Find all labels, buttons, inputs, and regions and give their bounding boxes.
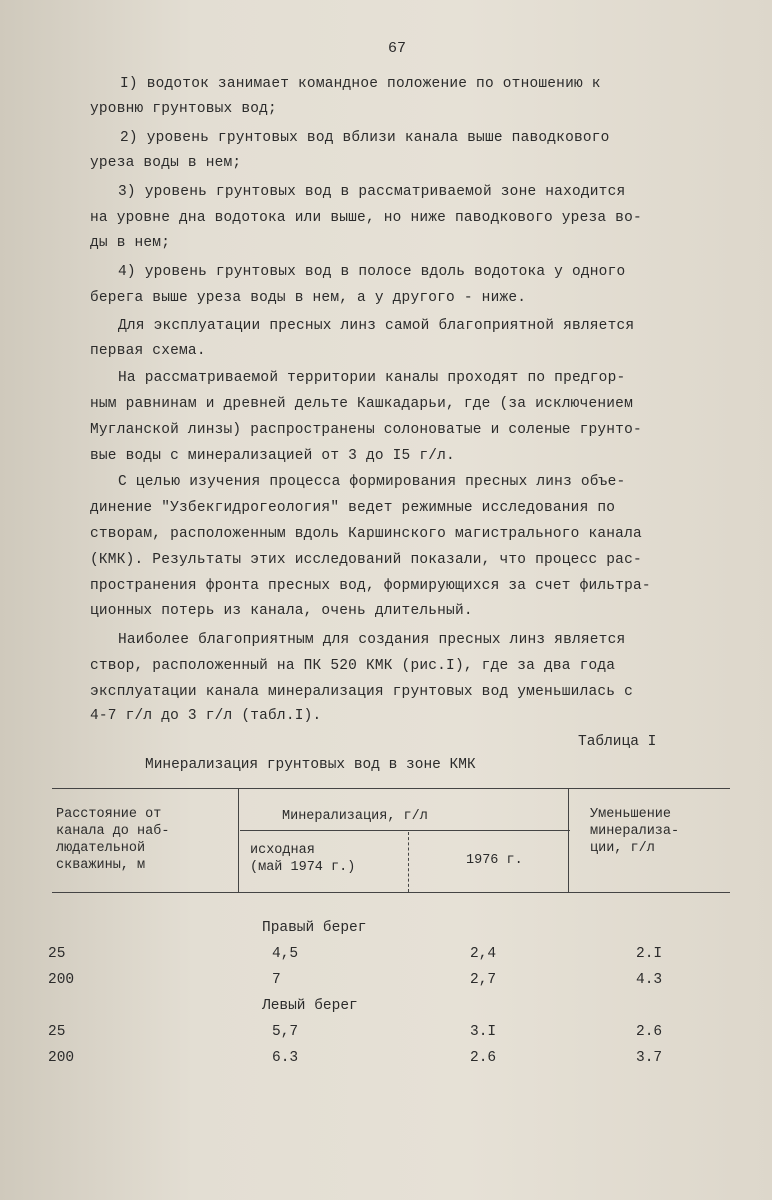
text-line: уровню грунтовых вод; xyxy=(90,101,277,117)
text-line: ды в нем; xyxy=(90,235,171,251)
cell-decrease: 2.I xyxy=(636,946,663,962)
cell-decrease: 2.6 xyxy=(636,1024,663,1040)
cell-1976: 2.6 xyxy=(470,1050,497,1066)
table-divider xyxy=(408,832,409,892)
text-line: Для эксплуатации пресных линз самой благоприятной является xyxy=(118,318,635,334)
cell-distance: 25 xyxy=(48,1024,66,1040)
cell-initial: 7 xyxy=(272,972,281,988)
cell-initial: 6.3 xyxy=(272,1050,299,1066)
text-line: берега выше уреза воды в нем, а у другого - ниже. xyxy=(90,290,527,306)
text-line: 3) уровень грунтовых вод в рассматриваемой зоне находится xyxy=(118,184,626,200)
table-title: Минерализация грунтовых вод в зоне КМК xyxy=(145,757,476,773)
table-header-rule xyxy=(52,892,730,893)
table-top-rule xyxy=(52,788,730,789)
text-line: 2) уровень грунтовых вод вблизи канала выше паводкового xyxy=(120,130,610,146)
cell-decrease: 3.7 xyxy=(636,1050,663,1066)
header-mineralization: Минерализация, г/л xyxy=(282,809,428,824)
text-line: На рассматриваемой территории каналы проходят по предгор- xyxy=(118,370,626,386)
header-1976: 1976 г. xyxy=(466,853,523,868)
text-line: створ, расположенный на ПК 520 КМК (рис.I), где за два года xyxy=(90,658,616,674)
table-mid-rule xyxy=(240,830,570,831)
text-line: вые воды с минерализацией от 3 до I5 г/л. xyxy=(90,448,455,464)
text-line: на уровне дна водотока или выше, но ниже паводкового уреза во- xyxy=(90,210,642,226)
table-divider xyxy=(238,788,239,892)
text-line: створам, расположенным вдоль Каршинского магистрального канала xyxy=(90,526,642,542)
text-line: ционных потерь из канала, очень длительный. xyxy=(90,603,473,619)
text-line: С целью изучения процесса формирования пресных линз объе- xyxy=(118,474,626,490)
page-number: 67 xyxy=(388,40,407,57)
section-label: Левый берег xyxy=(262,998,358,1014)
text-line: I) водоток занимает командное положение по отношению к xyxy=(120,76,601,92)
header-distance: Расстояние от канала до наб- людательной скважины, м xyxy=(56,807,170,873)
text-line: (КМК). Результаты этих исследований показали, что процесс рас- xyxy=(90,552,642,568)
table-label: Таблица I xyxy=(578,734,657,750)
header-initial: исходная (май 1974 г.) xyxy=(250,843,356,875)
cell-1976: 2,7 xyxy=(470,972,497,988)
text-line: Наиболее благоприятным для создания пресных линз является xyxy=(118,632,626,648)
table-divider xyxy=(568,788,569,892)
cell-1976: 2,4 xyxy=(470,946,497,962)
text-line: динение "Узбекгидрогеология" ведет режимные исследования по xyxy=(90,500,616,516)
cell-distance: 25 xyxy=(48,946,66,962)
cell-1976: 3.I xyxy=(470,1024,497,1040)
cell-distance: 200 xyxy=(48,1050,75,1066)
text-line: пространения фронта пресных вод, формирующихся за счет фильтра- xyxy=(90,578,651,594)
cell-decrease: 4.3 xyxy=(636,972,663,988)
section-label: Правый берег xyxy=(262,920,367,936)
header-decrease: Уменьшение минерализа- ции, г/л xyxy=(590,807,680,856)
text-line: уреза воды в нем; xyxy=(90,155,242,171)
text-line: 4-7 г/л до 3 г/л (табл.I). xyxy=(90,708,322,724)
cell-initial: 4,5 xyxy=(272,946,299,962)
text-line: первая схема. xyxy=(90,343,206,359)
text-line: эксплуатации канала минерализация грунтовых вод уменьшилась с xyxy=(90,684,633,700)
text-line: 4) уровень грунтовых вод в полосе вдоль водотока у одного xyxy=(118,264,626,280)
cell-initial: 5,7 xyxy=(272,1024,299,1040)
text-line: Мугланской линзы) распространены солоноватые и соленые грунто- xyxy=(90,422,642,438)
cell-distance: 200 xyxy=(48,972,75,988)
text-line: ным равнинам и древней дельте Кашкадарьи, где (за исключением xyxy=(90,396,633,412)
